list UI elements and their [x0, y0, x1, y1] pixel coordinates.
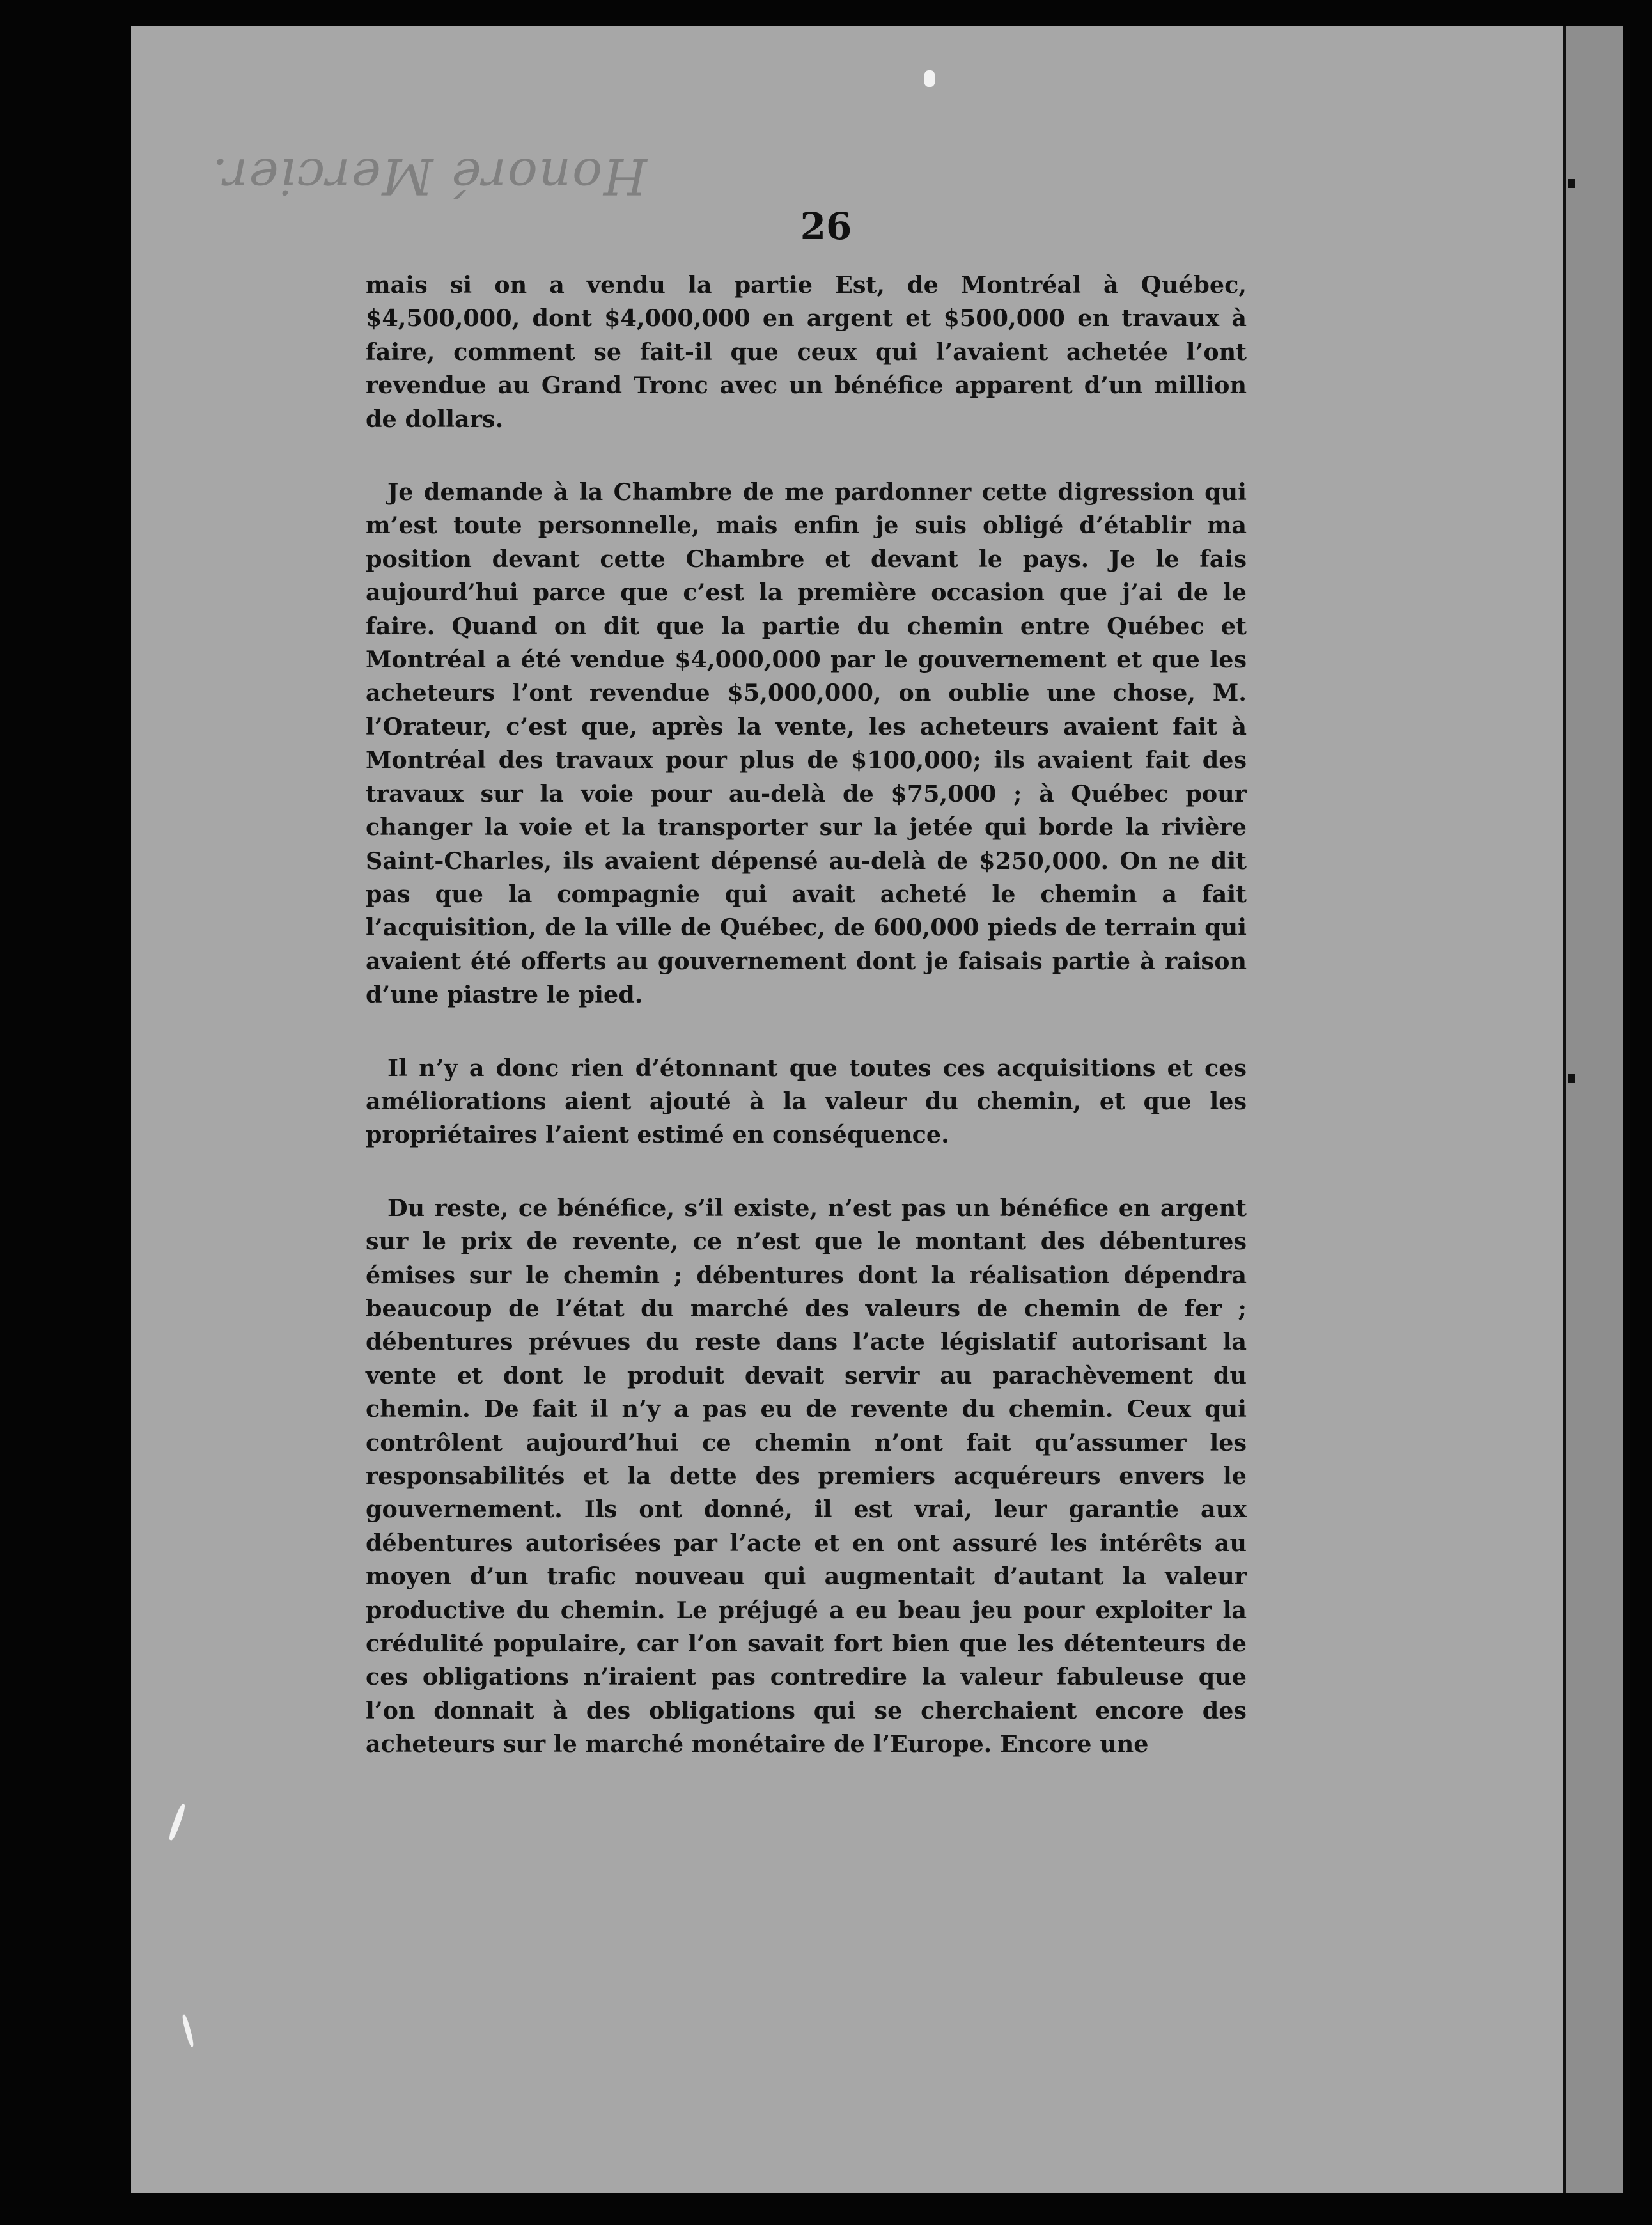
paragraph: Du reste, ce bénéfice, s’il existe, n’est pas un bénéfice en argent sur le prix de revente, ce n’est que le montant des débentures émises sur le chemin ; débentures dont la réalisation dépendra beaucoup de l’état du marché des valeurs de chemin de fer ; débentures prévues du reste dans l’acte législatif autorisant la vente et dont le produit devait servir au parachèvement du chemin. De fait il n’y a pas eu de revente du chemin. Ceux qui contrôlent aujourd’hui ce chemin n’ont fait qu’assumer les responsabilités et la dette des premiers acquéreurs envers le gouvernement. Ils ont donné, il est vrai, leur garantie aux débentures autorisées par l’acte et en ont assuré les intérêts au moyen d’un trafic nouveau qui augmentait d’autant la valeur productive du chemin. Le préjugé a eu beau jeu pour exploiter la crédulité populaire, car l’on savait fort bien que les détenteurs de ces obligations n’iraient pas contredire la valeur fabuleuse que l’on donnait à des obligations qui se cherchaient encore des acheteurs sur le marché monétaire de l’Europe. Encore une — [366, 1194, 1247, 1758]
paragraph: mais si on a vendu la partie Est, de Montréal à Québec, $4,500,000, dont $4,000,000 en argent et $500,000 en travaux à faire, comment se fait-il que ceux qui l’avaient achetée l’ont revendue au Grand Tronc avec un bénéfice apparent d’un million de dollars. — [366, 271, 1247, 433]
scan-speck — [924, 70, 935, 87]
signature-stamp: Honoré Mercier. — [211, 147, 648, 205]
page-number: 26 — [800, 205, 852, 248]
body-text — [366, 269, 1247, 1801]
edge-mark — [1568, 1074, 1575, 1083]
facing-page-edge — [1563, 26, 1623, 2193]
edge-mark — [1568, 179, 1575, 188]
paragraph: Je demande à la Chambre de me pardonner cette digression qui m’est toute personnelle, mais enfin je suis obligé d’établir ma position devant cette Chambre et devant le pays. Je le fais aujourd’hui parce que c’est la première occasion que j’ai de le faire. Quand on dit que la partie du chemin entre Québec et Montréal a été vendue $4,000,000 par le gouvernement et que les acheteurs l’ont revendue $5,000,000, on oublie une chose, M. l’Orateur, c’est que, après la vente, les acheteurs avaient fait à Montréal des travaux pour plus de $100,000; ils avaient fait des travaux sur la voie pour au-delà de $75,000 ; à Québec pour changer la voie et la transporter sur la jetée qui borde la rivière Saint-Charles, ils avaient dépensé au-delà de $250,000. On ne dit pas que la compagnie qui avait acheté le chemin a fait l’acquisition, de la ville de Québec, de 600,000 pieds de terrain qui avaient été offerts au gouvernement dont je faisais partie à raison d’une piastre le pied. — [366, 478, 1247, 1009]
paragraph: Il n’y a donc rien d’étonnant que toutes ces acquisitions et ces améliorations aient ajouté à la valeur du chemin, et que les propriétaires l’aient estimé en conséquence. — [366, 1054, 1247, 1149]
